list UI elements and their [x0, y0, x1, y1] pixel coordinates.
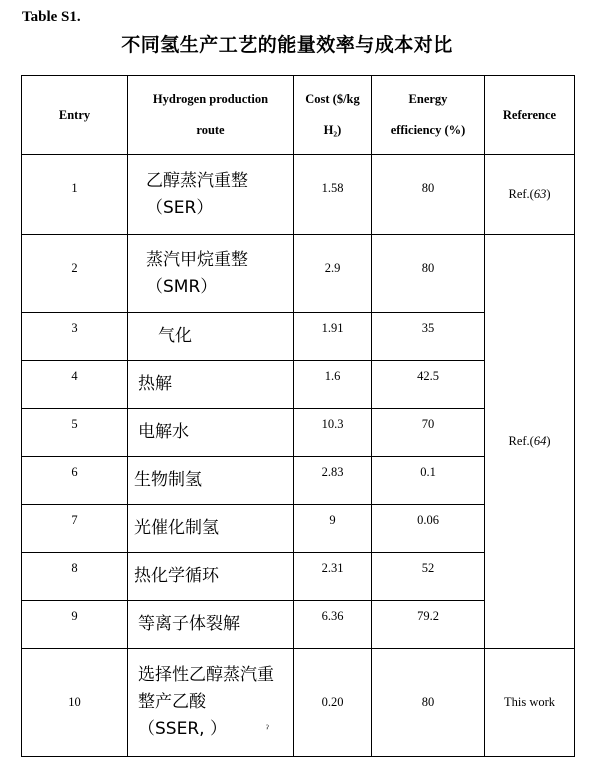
table-label: Table S1.	[22, 9, 81, 25]
cost-cell: 9	[294, 505, 372, 553]
entry-cell: 6	[22, 457, 128, 505]
table-row	[22, 155, 575, 235]
header-route: Hydrogen production route	[128, 76, 294, 155]
cost-cell: 10.3	[294, 409, 372, 457]
cost-cell: 1.58	[294, 155, 372, 235]
reference-cell: This work	[485, 649, 575, 757]
route-cell: 蒸汽甲烷重整 （SMR）	[128, 235, 294, 313]
comparison-table	[21, 75, 575, 757]
entry-cell: 3	[22, 313, 128, 361]
header-efficiency: Energy efficiency (%)	[372, 76, 485, 155]
efficiency-cell: 80	[372, 155, 485, 235]
cost-cell: 6.36	[294, 601, 372, 649]
entry-cell: 9	[22, 601, 128, 649]
table-row	[22, 235, 575, 313]
header-entry: Entry	[22, 76, 128, 155]
route-cell: 热解	[128, 361, 294, 409]
table-title: 不同氢生产工艺的能量效率与成本对比	[121, 34, 453, 56]
entry-cell: 5	[22, 409, 128, 457]
cost-cell: 2.83	[294, 457, 372, 505]
cost-cell: 1.91	[294, 313, 372, 361]
route-cell: 生物制氢	[128, 457, 294, 505]
entry-cell: 10	[22, 649, 128, 757]
efficiency-cell: 0.1	[372, 457, 485, 505]
stray-mark: ˀ	[266, 723, 269, 735]
route-cell: 等离子体裂解	[128, 601, 294, 649]
header-reference: Reference	[485, 76, 575, 155]
entry-cell: 4	[22, 361, 128, 409]
cost-cell: 1.6	[294, 361, 372, 409]
route-cell: 乙醇蒸汽重整 （SER）	[128, 155, 294, 235]
entry-cell: 8	[22, 553, 128, 601]
route-cell: 光催化制氢	[128, 505, 294, 553]
efficiency-cell: 35	[372, 313, 485, 361]
route-cell: 电解水	[128, 409, 294, 457]
cost-cell: 0.20	[294, 649, 372, 757]
efficiency-cell: 0.06	[372, 505, 485, 553]
efficiency-cell: 79.2	[372, 601, 485, 649]
route-cell: 选择性乙醇蒸汽重 整产乙酸 （SSER, ）	[128, 649, 294, 757]
cost-cell: 2.31	[294, 553, 372, 601]
route-cell: 气化	[128, 313, 294, 361]
header-row	[22, 76, 575, 155]
efficiency-cell: 70	[372, 409, 485, 457]
efficiency-cell: 80	[372, 649, 485, 757]
efficiency-cell: 52	[372, 553, 485, 601]
entry-cell: 7	[22, 505, 128, 553]
efficiency-cell: 42.5	[372, 361, 485, 409]
entry-cell: 1	[22, 155, 128, 235]
cost-cell: 2.9	[294, 235, 372, 313]
table-row	[22, 649, 575, 757]
header-cost: Cost ($/kg H₂)	[294, 76, 372, 155]
route-cell: 热化学循环	[128, 553, 294, 601]
reference-cell-merged: Ref.(64)	[485, 235, 575, 649]
efficiency-cell: 80	[372, 235, 485, 313]
reference-cell: Ref.(63)	[485, 155, 575, 235]
entry-cell: 2	[22, 235, 128, 313]
